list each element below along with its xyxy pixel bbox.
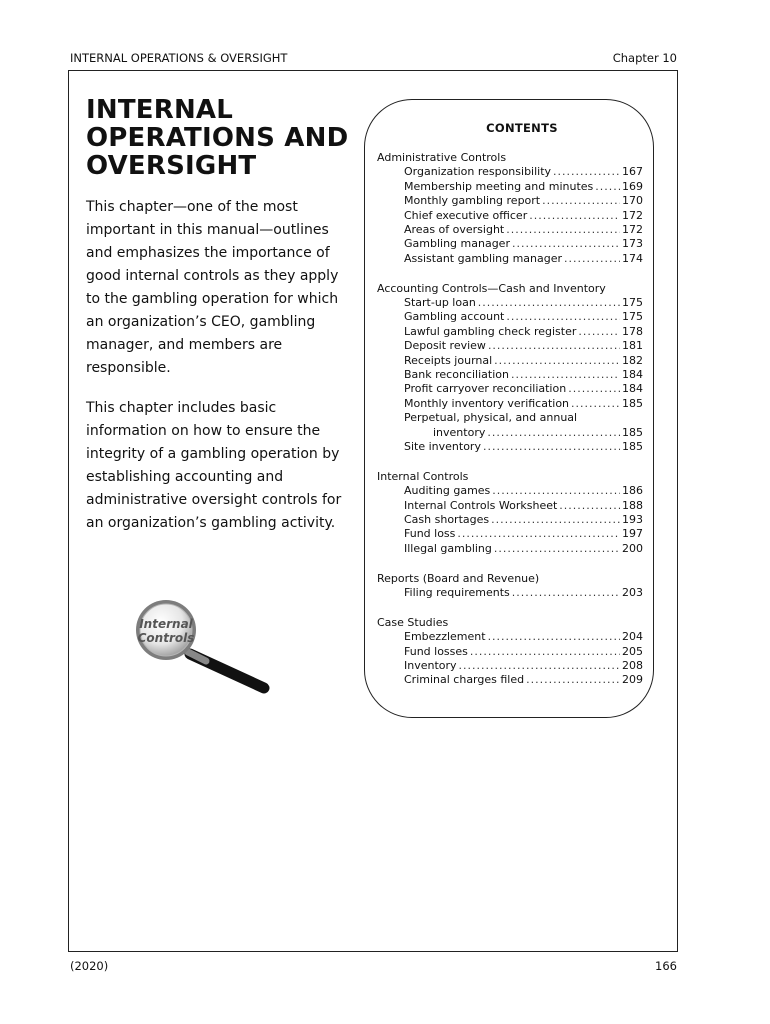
intro-paragraph: This chapter—one of the most important in this manual—outlines and emphasizes the importance of good internal controls as they apply to the gambling operation for which an organization’s CEO, gambling manager, and members are responsible. bbox=[86, 199, 339, 376]
toc-section bbox=[377, 572, 643, 601]
toc-section bbox=[377, 282, 643, 455]
footer-year: (2020) bbox=[70, 959, 109, 973]
toc-section-heading: Accounting Controls—Cash and Inventory bbox=[377, 281, 606, 295]
intro-text bbox=[86, 196, 356, 552]
chapter-title-line: INTERNAL bbox=[86, 95, 233, 125]
toc-entry[interactable] bbox=[377, 165, 643, 179]
toc-dot-leader bbox=[529, 209, 620, 223]
toc-entry-label: Fund losses bbox=[404, 644, 468, 658]
toc-entry-label: inventory bbox=[433, 425, 486, 439]
chapter-title bbox=[86, 96, 348, 180]
toc-entry-label: Cash shortages bbox=[404, 512, 490, 526]
toc-dot-leader bbox=[470, 645, 620, 659]
toc-entry-label: Gambling account bbox=[404, 310, 505, 324]
toc-entry[interactable] bbox=[377, 397, 643, 411]
toc-entry[interactable] bbox=[377, 426, 643, 440]
running-header bbox=[70, 51, 677, 67]
toc-entry-label: Profit carryover reconciliation bbox=[404, 382, 567, 396]
toc-entry-page: 188 bbox=[622, 498, 643, 512]
toc-entry-page: 173 bbox=[622, 237, 643, 251]
toc-entry[interactable] bbox=[377, 440, 643, 454]
contents-title: CONTENTS bbox=[486, 121, 558, 135]
toc-entry[interactable] bbox=[377, 630, 643, 644]
toc-dot-leader bbox=[483, 440, 620, 454]
toc-dot-leader bbox=[494, 354, 620, 368]
toc-entry-label: Membership meeting and minutes bbox=[404, 179, 594, 193]
toc-entry-page: 172 bbox=[622, 208, 643, 222]
chapter-title-line: OVERSIGHT bbox=[86, 151, 257, 181]
toc-entry-label: Gambling manager bbox=[404, 237, 510, 251]
toc-entry[interactable] bbox=[377, 674, 643, 688]
toc-entry[interactable] bbox=[377, 310, 643, 324]
toc-entry[interactable] bbox=[377, 209, 643, 223]
toc-entry-label: Areas of oversight bbox=[404, 222, 505, 236]
toc-entry[interactable] bbox=[377, 586, 643, 600]
toc-entry-page: 170 bbox=[622, 194, 643, 208]
toc-dot-leader bbox=[478, 296, 620, 310]
toc-entry-label: Filing requirements bbox=[404, 586, 510, 600]
toc-entry-page: 174 bbox=[622, 251, 643, 265]
toc-dot-leader bbox=[459, 659, 620, 673]
toc-dot-leader bbox=[488, 339, 620, 353]
toc-entry[interactable] bbox=[377, 411, 643, 425]
toc-entry-label: Bank reconciliation bbox=[404, 367, 509, 381]
toc-entry[interactable] bbox=[377, 659, 643, 673]
toc-entry-page: 178 bbox=[622, 324, 643, 338]
toc-entry[interactable] bbox=[377, 382, 643, 396]
toc-entry-label: Embezzlement bbox=[404, 630, 486, 644]
toc-dot-leader bbox=[542, 194, 620, 208]
toc-entry-label: Assistant gambling manager bbox=[404, 251, 563, 265]
toc-dot-leader bbox=[457, 527, 620, 541]
toc-entry-label: Site inventory bbox=[404, 439, 481, 453]
toc-entry-page: 175 bbox=[622, 310, 643, 324]
toc-entry[interactable] bbox=[377, 513, 643, 527]
toc-entry-label: Monthly inventory verification bbox=[404, 396, 570, 410]
toc-section-heading: Case Studies bbox=[377, 615, 449, 629]
toc-dot-leader bbox=[512, 586, 620, 600]
toc-entry[interactable] bbox=[377, 237, 643, 251]
toc-entry-label: Organization responsibility bbox=[404, 165, 552, 179]
toc-section-heading: Reports (Board and Revenue) bbox=[377, 571, 540, 585]
toc-section bbox=[377, 470, 643, 556]
toc-entry-page: 200 bbox=[622, 541, 643, 555]
toc-entry[interactable] bbox=[377, 368, 643, 382]
illustration-label-line: Controls bbox=[137, 631, 195, 645]
toc-entry-label: Illegal gambling bbox=[404, 541, 492, 555]
toc-entry-label: Internal Controls Worksheet bbox=[404, 498, 558, 512]
toc-entry[interactable] bbox=[377, 223, 643, 237]
toc-entry-label: Deposit review bbox=[404, 339, 486, 353]
toc-entry-label: Start-up loan bbox=[404, 296, 476, 309]
toc-entry-label: Lawful gambling check register bbox=[404, 324, 577, 338]
toc-entry-page: 169 bbox=[622, 179, 643, 193]
toc-entry-page: 204 bbox=[622, 630, 643, 644]
toc-dot-leader bbox=[511, 368, 620, 382]
toc-entry-label: Chief executive officer bbox=[404, 208, 528, 222]
toc-entry-label: Monthly gambling report bbox=[404, 194, 541, 208]
toc-entry-page: 181 bbox=[622, 339, 643, 353]
header-section-title: INTERNAL OPERATIONS & OVERSIGHT bbox=[70, 51, 288, 65]
toc-entry-page: 209 bbox=[622, 673, 643, 687]
chapter-title-line: OPERATIONS AND bbox=[86, 123, 349, 153]
toc-dot-leader bbox=[571, 397, 620, 411]
toc-entry-page: 184 bbox=[622, 367, 643, 381]
toc-entry-page: 175 bbox=[622, 296, 643, 309]
toc-entry[interactable] bbox=[377, 252, 643, 266]
toc-dot-leader bbox=[512, 237, 620, 251]
toc-entry[interactable] bbox=[377, 527, 643, 541]
toc-entry[interactable] bbox=[377, 645, 643, 659]
toc-entry-label: Perpetual, physical, and annual bbox=[404, 411, 578, 425]
toc-dot-leader bbox=[568, 382, 620, 396]
toc-dot-leader bbox=[487, 426, 620, 440]
toc-entry-label: Criminal charges filed bbox=[404, 673, 525, 687]
toc-entry-page: 205 bbox=[622, 644, 643, 658]
toc-section-heading: Internal Controls bbox=[377, 469, 469, 483]
toc-dot-leader bbox=[553, 165, 620, 179]
toc-dot-leader bbox=[595, 180, 620, 194]
toc-dot-leader bbox=[492, 484, 620, 498]
toc-entry-page: 182 bbox=[622, 353, 643, 367]
toc-entry-page: 197 bbox=[622, 527, 643, 541]
toc-dot-leader bbox=[506, 223, 620, 237]
intro-paragraph: This chapter includes basic information on how to ensure the integrity of a gambling operation by establishing accounting and administrative oversight controls for an organization’s gambling activity. bbox=[86, 400, 342, 531]
toc-section-heading: Administrative Controls bbox=[377, 151, 507, 164]
toc-section bbox=[377, 151, 643, 266]
toc-entry-page: 186 bbox=[622, 484, 643, 498]
toc-entry-label: Auditing games bbox=[404, 484, 491, 498]
toc-section bbox=[377, 616, 643, 688]
toc-entry-label: Inventory bbox=[404, 659, 457, 673]
toc-entry-page: 172 bbox=[622, 222, 643, 236]
toc-dot-leader bbox=[578, 325, 620, 339]
toc-entry-page: 184 bbox=[622, 382, 643, 396]
illustration-label-line: Internal bbox=[139, 617, 193, 631]
toc-entry-page: 185 bbox=[622, 425, 643, 439]
toc-entry-page: 185 bbox=[622, 439, 643, 453]
toc-entry-page: 167 bbox=[622, 165, 643, 179]
toc-entry[interactable] bbox=[377, 499, 643, 513]
toc-entry[interactable] bbox=[377, 296, 643, 310]
magnifying-glass-icon bbox=[128, 600, 270, 700]
toc-entry-label: Fund loss bbox=[404, 527, 456, 541]
toc-entry[interactable] bbox=[377, 325, 643, 339]
toc-dot-leader bbox=[564, 252, 620, 266]
toc-entry[interactable] bbox=[377, 180, 643, 194]
toc-entry[interactable] bbox=[377, 339, 643, 353]
page-number: 166 bbox=[655, 959, 677, 973]
toc-entry-label: Receipts journal bbox=[404, 353, 493, 367]
toc-dot-leader bbox=[488, 630, 620, 644]
toc-entry-page: 193 bbox=[622, 512, 643, 526]
toc-dot-leader bbox=[494, 542, 620, 556]
toc-entry[interactable] bbox=[377, 194, 643, 208]
toc-entry[interactable] bbox=[377, 542, 643, 556]
table-of-contents bbox=[377, 151, 643, 703]
running-footer bbox=[70, 959, 677, 973]
header-chapter-number: Chapter 10 bbox=[612, 51, 677, 65]
toc-dot-leader bbox=[491, 513, 620, 527]
toc-dot-leader bbox=[526, 674, 620, 688]
toc-entry-page: 203 bbox=[622, 586, 643, 600]
toc-entry-page: 208 bbox=[622, 659, 643, 673]
toc-entry[interactable] bbox=[377, 354, 643, 368]
toc-dot-leader bbox=[559, 499, 620, 513]
toc-dot-leader bbox=[506, 310, 620, 324]
toc-entry[interactable] bbox=[377, 484, 643, 498]
toc-entry-page: 185 bbox=[622, 396, 643, 410]
